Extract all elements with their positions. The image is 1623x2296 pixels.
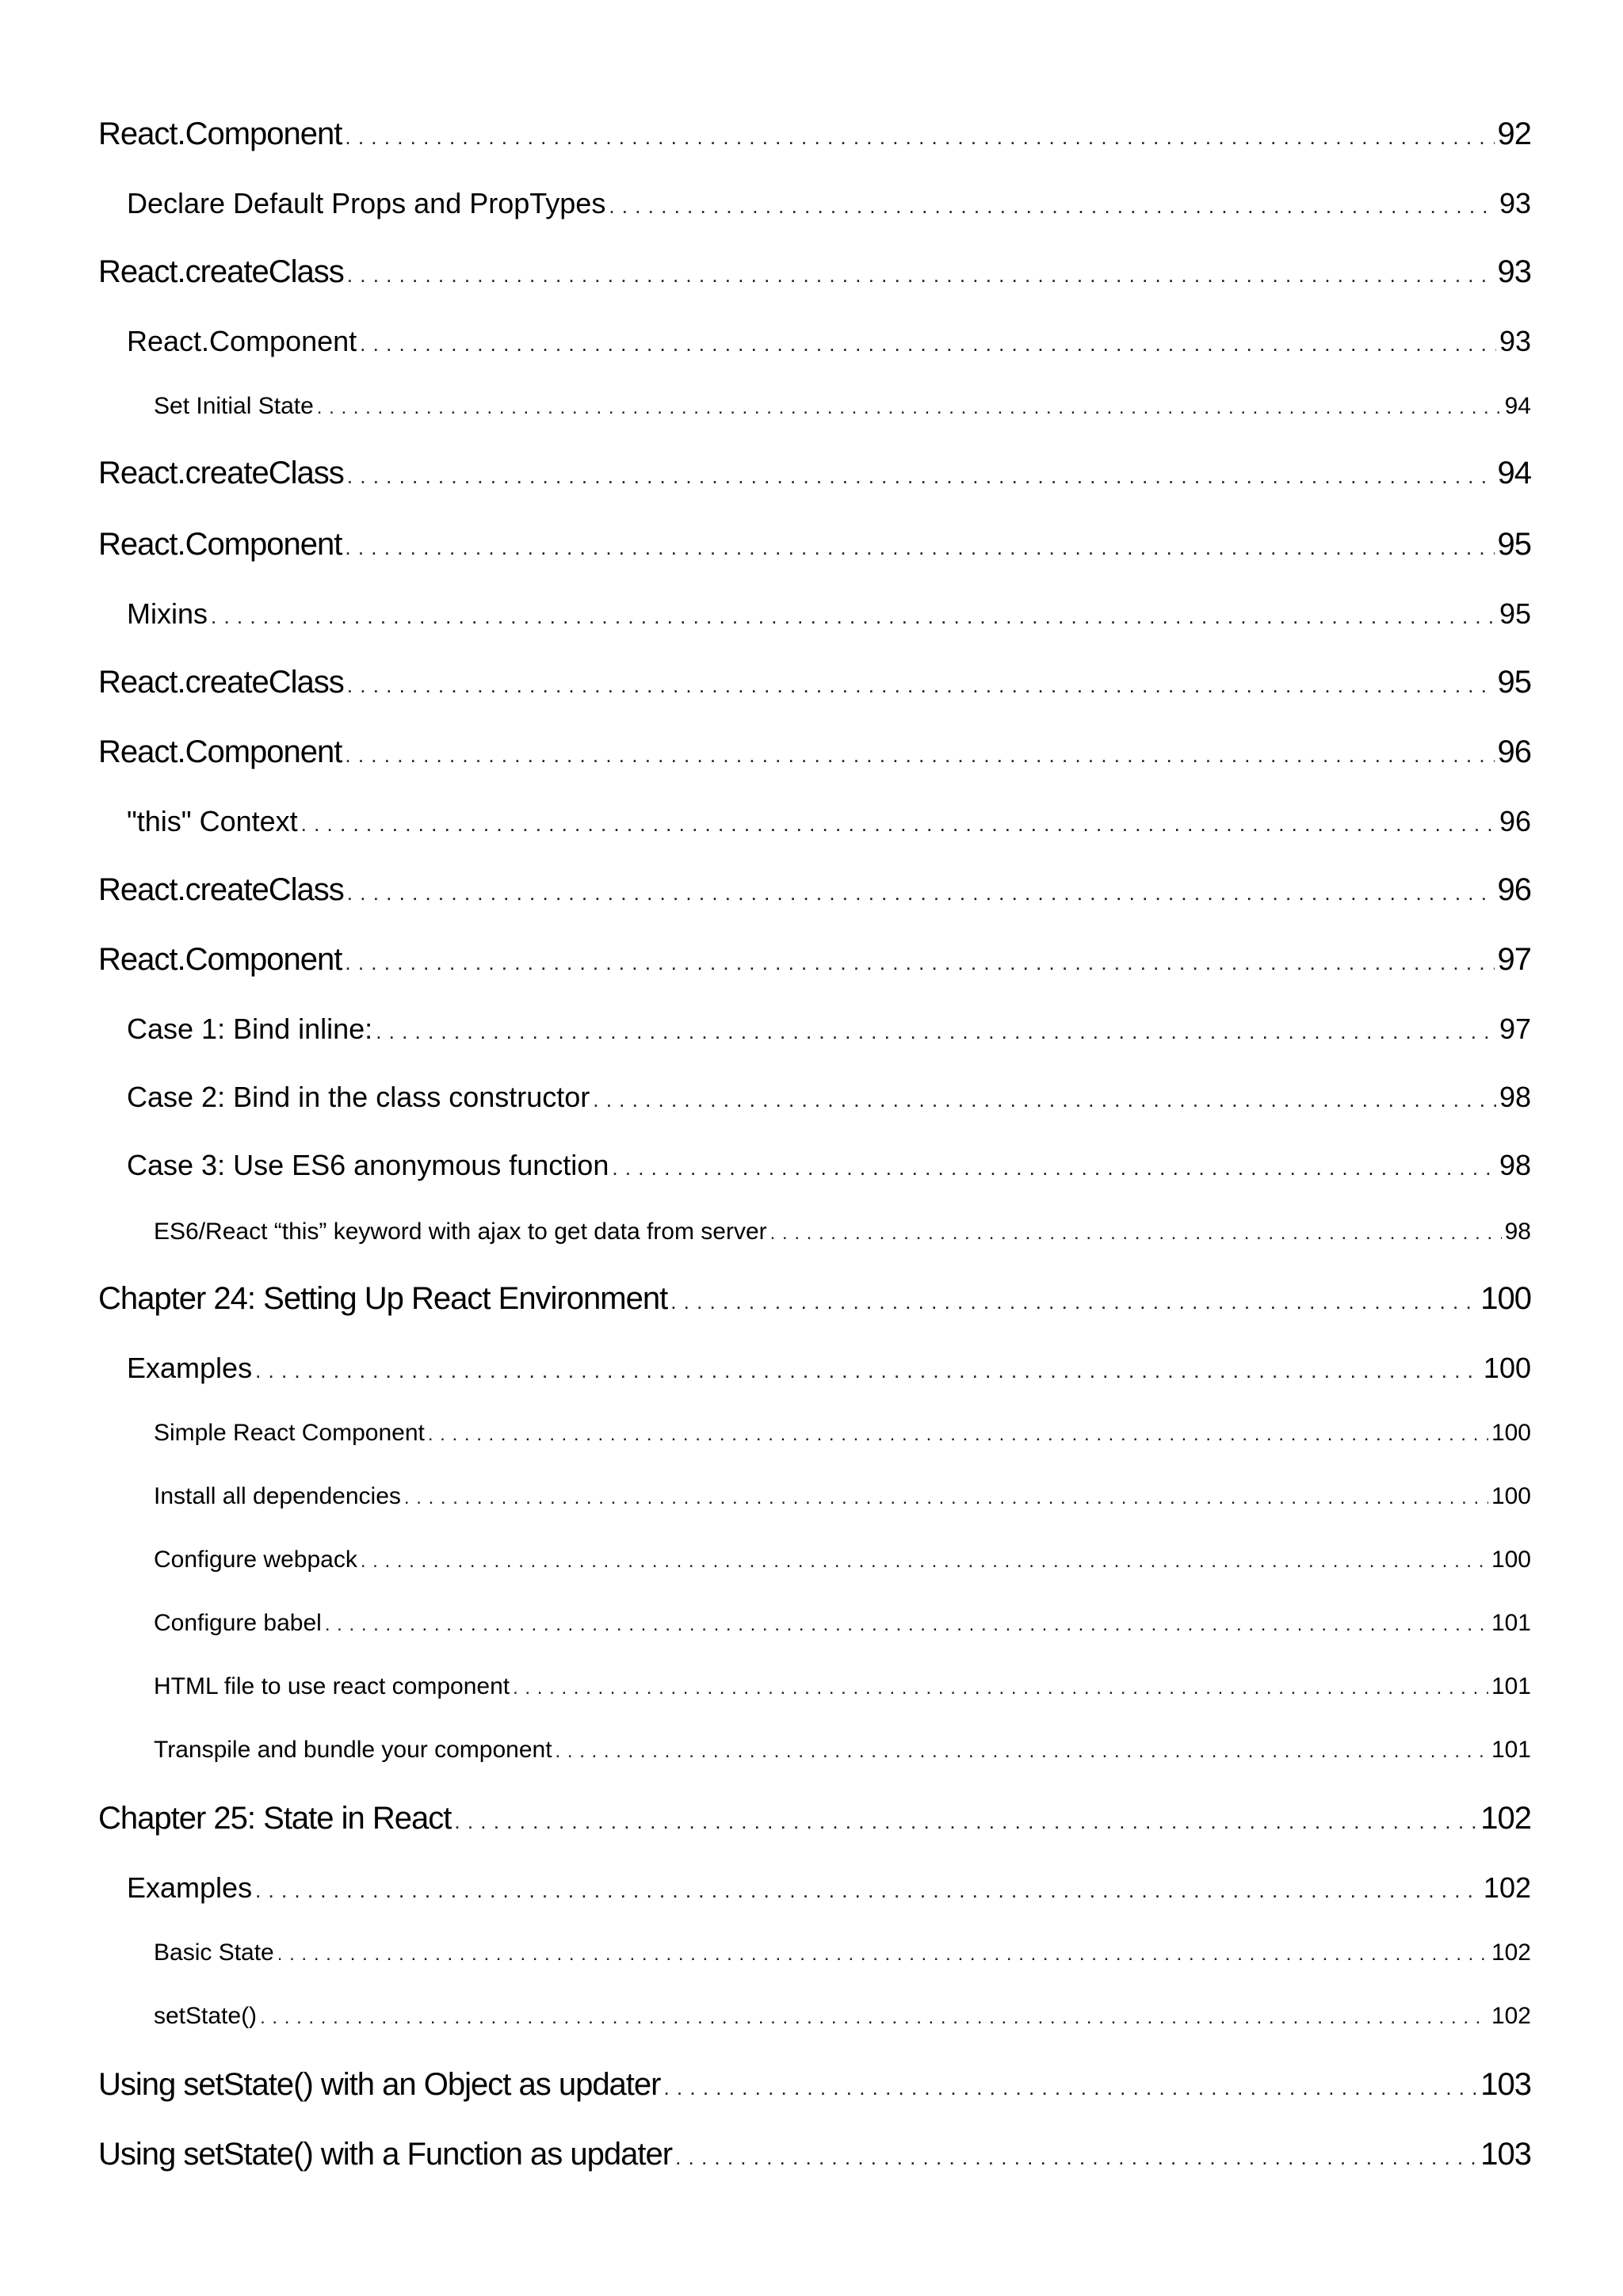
toc-entry-page: 93 — [1499, 325, 1531, 357]
toc-entry-title: Configure webpack — [154, 1547, 357, 1573]
toc-entry[interactable] — [98, 2136, 1531, 2176]
dot-leader — [376, 1016, 1496, 1048]
dot-leader — [260, 2004, 1488, 2031]
toc-entry-title: Mixins — [127, 597, 208, 630]
toc-entry[interactable] — [98, 116, 1531, 155]
toc-entry-page: 93 — [1497, 254, 1531, 289]
dot-leader — [670, 1283, 1477, 1320]
toc-entry[interactable] — [98, 1013, 1531, 1048]
toc-entry-title: setState() — [154, 2003, 258, 2029]
toc-entry-title: Case 1: Bind inline: — [127, 1013, 373, 1045]
dot-leader — [347, 458, 1495, 494]
dot-leader — [404, 1484, 1488, 1512]
toc-entry-title: Install all dependencies — [154, 1483, 401, 1509]
dot-leader — [675, 2139, 1477, 2176]
dot-leader — [513, 1674, 1488, 1702]
dot-leader — [345, 737, 1494, 773]
toc-entry-title: React.Component — [98, 527, 342, 562]
toc-entry-page: 96 — [1497, 734, 1531, 769]
dot-leader — [345, 529, 1494, 566]
toc-entry-title: React.createClass — [98, 254, 344, 289]
toc-entry-page: 96 — [1499, 805, 1531, 837]
toc-entry-title: Chapter 25: State in React — [98, 1801, 452, 1836]
dot-leader — [345, 119, 1494, 155]
toc-entry-title: React.Component — [127, 325, 357, 357]
dot-leader — [770, 1219, 1502, 1247]
toc-entry[interactable] — [98, 941, 1531, 981]
toc-entry[interactable] — [98, 597, 1531, 633]
toc-entry-title: Examples — [127, 1871, 253, 1904]
toc-entry[interactable] — [98, 1546, 1531, 1575]
toc-entry-title: Using setState() with an Object as updater — [98, 2067, 661, 2102]
toc-entry-title: "this" Context — [127, 805, 298, 837]
toc-entry[interactable] — [98, 325, 1531, 360]
toc-entry[interactable] — [98, 664, 1531, 704]
toc-entry-page: 100 — [1491, 1483, 1531, 1509]
toc-entry-page: 102 — [1491, 2003, 1531, 2029]
toc-entry-title: Simple React Component — [154, 1420, 425, 1446]
dot-leader — [255, 1875, 1480, 1907]
toc-entry-title: Configure babel — [154, 1610, 322, 1636]
dot-leader — [454, 1803, 1477, 1840]
toc-entry-title: React.createClass — [98, 456, 344, 490]
toc-entry-title: Case 3: Use ES6 anonymous function — [127, 1149, 609, 1181]
dot-leader — [360, 328, 1496, 360]
toc-entry-title: HTML file to use react component — [154, 1673, 510, 1699]
toc-entry-title: React.Component — [98, 942, 342, 977]
toc-entry-page: 97 — [1499, 1013, 1531, 1045]
toc-entry[interactable] — [98, 1280, 1531, 1320]
toc-entry-page: 95 — [1497, 527, 1531, 562]
toc-entry-page: 101 — [1491, 1737, 1531, 1763]
toc-entry-page: 102 — [1480, 1801, 1531, 1836]
toc-entry-title: Set Initial State — [154, 393, 314, 419]
toc-entry[interactable] — [98, 1939, 1531, 1968]
toc-entry-page: 98 — [1499, 1149, 1531, 1181]
toc-entry-title: Case 2: Bind in the class constructor — [127, 1081, 590, 1113]
toc-entry[interactable] — [98, 455, 1531, 494]
dot-leader — [593, 1084, 1496, 1116]
toc-entry-title: Examples — [127, 1352, 253, 1384]
toc-entry-title: Transpile and bundle your component — [154, 1737, 552, 1763]
toc-entry[interactable] — [98, 1672, 1531, 1702]
toc-entry[interactable] — [98, 734, 1531, 773]
toc-entry-title: React.createClass — [98, 872, 344, 907]
toc-entry-page: 100 — [1480, 1281, 1531, 1316]
dot-leader — [277, 1940, 1488, 1968]
dot-leader — [612, 1152, 1496, 1184]
dot-leader — [361, 1547, 1488, 1575]
dot-leader — [211, 601, 1496, 633]
toc-entry-page: 102 — [1491, 1939, 1531, 1966]
toc-entry[interactable] — [98, 1736, 1531, 1765]
toc-entry-page: 98 — [1504, 1219, 1531, 1245]
dot-leader — [345, 944, 1494, 981]
dot-leader — [347, 875, 1495, 911]
dot-leader — [317, 394, 1502, 421]
toc-entry-page: 96 — [1497, 872, 1531, 907]
toc-entry[interactable] — [98, 1482, 1531, 1512]
toc-entry[interactable] — [98, 1800, 1531, 1840]
dot-leader — [325, 1611, 1488, 1638]
toc-entry-title: Chapter 24: Setting Up React Environment — [98, 1281, 668, 1316]
toc-entry[interactable] — [98, 2002, 1531, 2031]
toc-entry[interactable] — [98, 1609, 1531, 1638]
toc-entry-page: 102 — [1483, 1871, 1531, 1904]
toc-entry-page: 95 — [1497, 665, 1531, 700]
toc-entry[interactable] — [98, 1218, 1531, 1247]
toc-entry-title: Basic State — [154, 1939, 274, 1966]
toc-entry-title: React.createClass — [98, 665, 344, 700]
toc-entry-title: Using setState() with a Function as updater — [98, 2137, 673, 2172]
toc-entry[interactable] — [98, 871, 1531, 911]
toc-entry-page: 100 — [1491, 1547, 1531, 1573]
toc-entry-page: 94 — [1504, 393, 1531, 419]
dot-leader — [609, 190, 1496, 223]
dot-leader — [428, 1421, 1488, 1448]
toc-entry-page: 93 — [1499, 187, 1531, 219]
toc-entry-page: 100 — [1491, 1420, 1531, 1446]
dot-leader — [255, 1355, 1480, 1387]
toc-entry-title: React.Component — [98, 116, 342, 151]
toc-entry-page: 103 — [1480, 2137, 1531, 2172]
dot-leader — [556, 1737, 1488, 1765]
dot-leader — [663, 2069, 1477, 2106]
toc-entry[interactable] — [98, 392, 1531, 421]
toc-entry-page: 103 — [1480, 2067, 1531, 2102]
toc-entry-page: 94 — [1497, 456, 1531, 490]
toc-entry-page: 95 — [1499, 597, 1531, 630]
dot-leader — [347, 667, 1495, 704]
toc-entry[interactable] — [98, 1149, 1531, 1184]
toc-entry-page: 100 — [1483, 1352, 1531, 1384]
toc-entry[interactable] — [98, 1352, 1531, 1387]
toc-entry[interactable] — [98, 526, 1531, 566]
toc-entry[interactable] — [98, 254, 1531, 293]
toc-entry-page: 101 — [1491, 1673, 1531, 1699]
toc-entry[interactable] — [98, 1081, 1531, 1116]
toc-entry[interactable] — [98, 805, 1531, 841]
toc-entry[interactable] — [98, 1419, 1531, 1448]
toc-entry-page: 92 — [1497, 116, 1531, 151]
toc-entry-page: 97 — [1497, 942, 1531, 977]
toc-entry-page: 98 — [1499, 1081, 1531, 1113]
toc-entry-page: 101 — [1491, 1610, 1531, 1636]
toc-entry[interactable] — [98, 2066, 1531, 2106]
toc-entry-title: Declare Default Props and PropTypes — [127, 187, 606, 219]
dot-leader — [301, 808, 1496, 841]
toc-entry[interactable] — [98, 187, 1531, 223]
toc-entry-title: React.Component — [98, 734, 342, 769]
toc-entry-title: ES6/React “this” keyword with ajax to get data from server — [154, 1219, 767, 1245]
dot-leader — [347, 257, 1495, 293]
toc-entry[interactable] — [98, 1871, 1531, 1907]
